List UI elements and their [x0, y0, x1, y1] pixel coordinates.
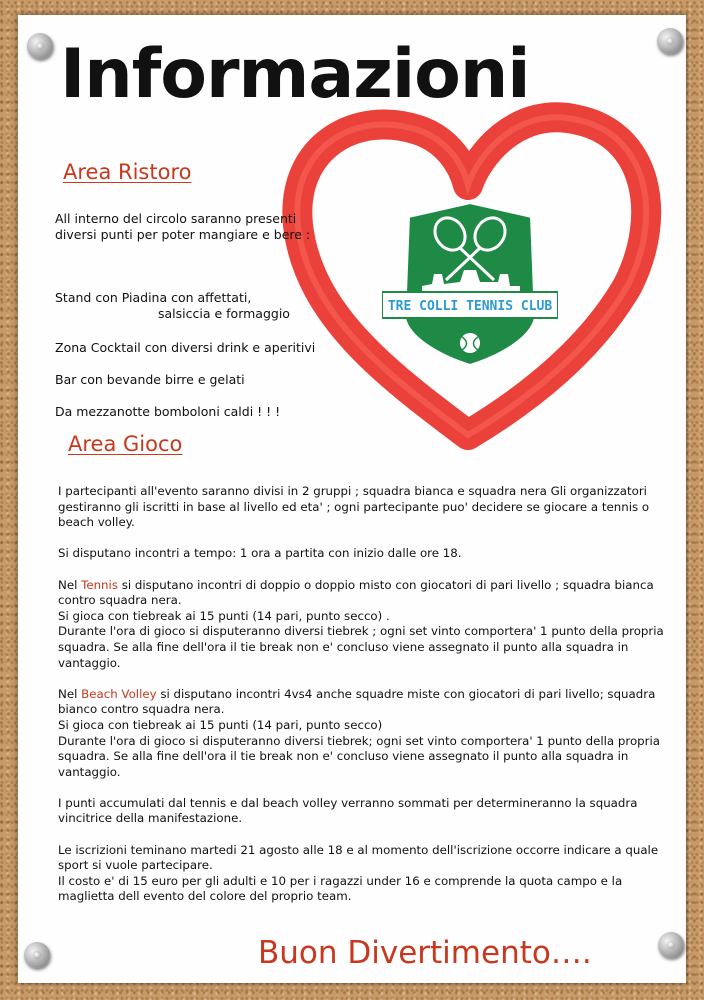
ristoro-item: Bar con bevande birre e gelati [55, 372, 245, 387]
points-paragraph: I punti accumulati dal tennis e dal beach volley verranno sommati per determineranno la squadra vincitrice della manifestazione. [58, 795, 638, 826]
ristoro-item: Da mezzanotte bomboloni caldi ! ! ! [55, 404, 281, 419]
beach-rest: si disputano incontri 4vs4 anche squadre miste con giocatori di pari livello; squadra bianco contro squadra nera. [58, 686, 656, 717]
club-logo [382, 198, 558, 370]
registration-cost: Il costo e' di 15 euro per gli adulti e 10 per i ragazzi under 16 e comprende la quota campo e la maglietta dell evento del colore del proprio team. [58, 873, 623, 904]
beach-volley-highlight: Beach Volley [81, 686, 157, 701]
pushpin-icon [657, 28, 683, 54]
registration-paragraph [58, 843, 670, 905]
ristoro-item: salsiccia e formaggio [158, 306, 290, 321]
tennis-paragraph [58, 578, 670, 672]
beach-rule: Si gioca con tiebreak ai 15 punti (14 pari, punto secco) [58, 717, 383, 732]
beach-rule: Durante l'ora di gioco si disputeranno diversi tiebrek; ogni set vinto comportera' 1 punto della propria squadra. Se alla fine dell'ora il tie break non e' concluso viene assegnato il punto alla squadra in vantaggio. [58, 733, 661, 779]
pushpin-icon [24, 942, 50, 968]
page-title: Informazioni [60, 35, 530, 114]
ristoro-intro: All interno del circolo saranno presenti diversi punti per poter mangiare e bere : [55, 211, 311, 242]
tennis-rule: Durante l'ora di gioco si disputeranno diversi tiebrek ; ogni set vinto comportera' 1 punto della propria squadra. Se alla fine dell'ora il tie break non e' concluso viene assegnato il punto alla squadra in vantaggio. [58, 624, 664, 670]
area-gioco-heading: Area Gioco [68, 432, 183, 456]
area-gioco-body [58, 484, 670, 921]
tennis-prefix: Nel [58, 577, 82, 592]
tennis-rule: Si gioca con tiebreak ai 15 punti (14 pari, punto secco) . [58, 608, 390, 623]
logo-text: TRE COLLI TENNIS CLUB [387, 299, 553, 314]
closing-message: Buon Divertimento…. [258, 935, 592, 971]
registration-deadline: Le iscrizioni teminano martedi 21 agosto alle 18 e al momento dell'iscrizione occorre indicare a quale sport si vuole partecipare. [58, 842, 659, 873]
tennis-rest: si disputano incontri di doppio o doppio misto con giocatori di pari livello ; squadra bianca contro squadra nera. [58, 577, 654, 608]
area-ristoro-heading: Area Ristoro [63, 160, 192, 184]
beach-prefix: Nel [58, 686, 82, 701]
gioco-paragraph: I partecipanti all'evento saranno divisi in 2 gruppi ; squadra bianca e squadra nera Gli organizzatori gestiranno gli iscritti in base al livello ed eta' ; ogni partecipante puo' decidere se giocare a tennis o beach volley. [58, 484, 650, 530]
pushpin-icon [27, 33, 53, 59]
beach-paragraph [58, 687, 670, 781]
ristoro-item: Zona Cocktail con diversi drink e aperitivi [55, 340, 316, 355]
gioco-paragraph: Si disputano incontri a tempo: 1 ora a partita con inizio dalle ore 18. [58, 546, 462, 561]
ristoro-item: Stand con Piadina con affettati, [55, 290, 252, 305]
tennis-highlight: Tennis [81, 577, 118, 592]
pushpin-icon [658, 932, 684, 958]
